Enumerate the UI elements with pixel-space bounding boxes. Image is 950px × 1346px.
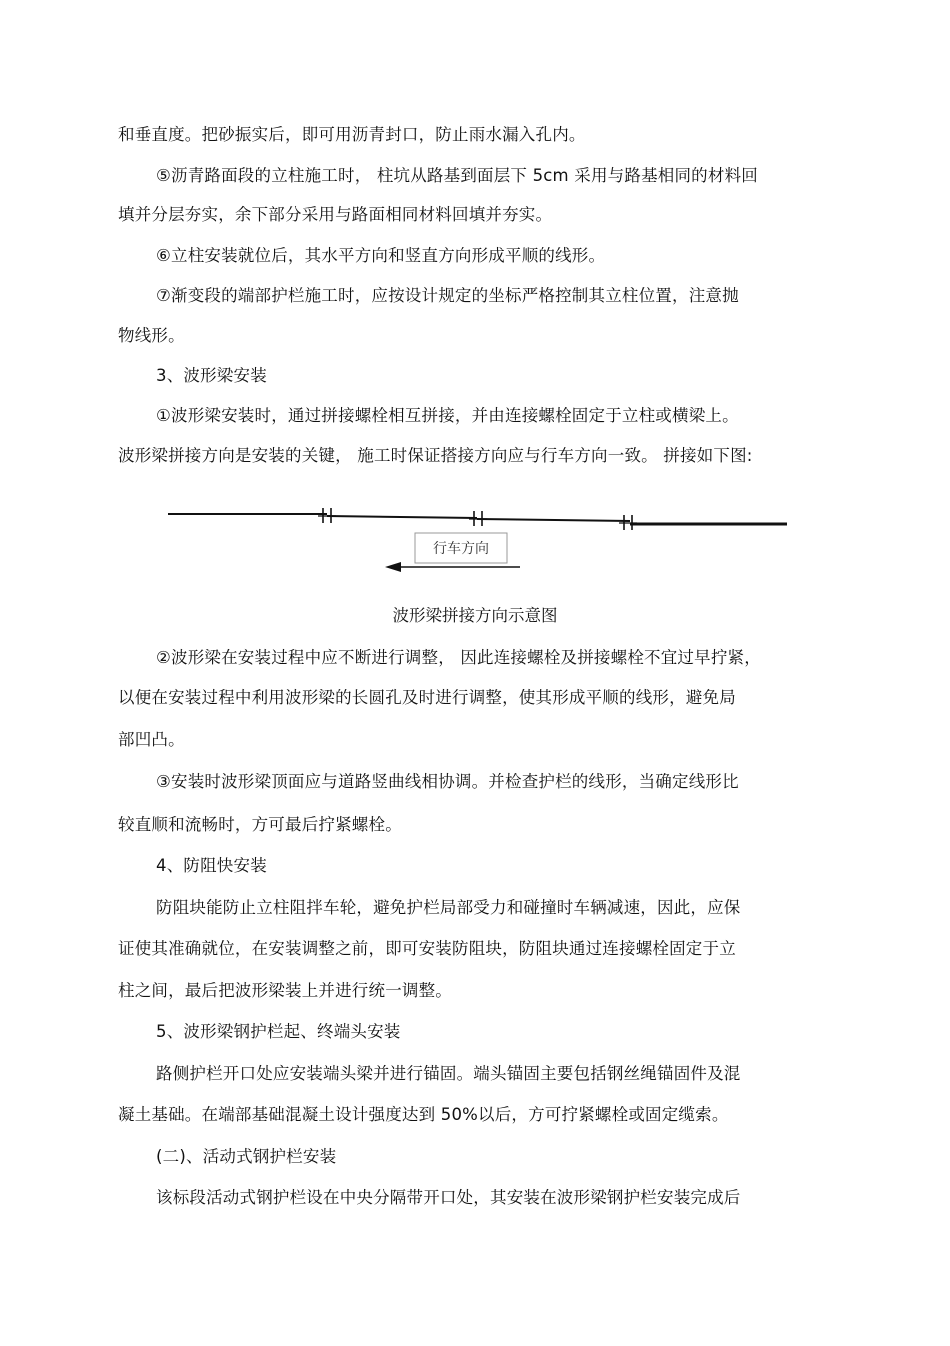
splice-mark — [318, 508, 336, 523]
paragraph-line: 物线形。 — [118, 326, 185, 345]
paragraph-line: 防阻块能防止立柱阻拌车轮，避免护栏局部受力和碰撞时车辆减速，因此，应保 — [156, 898, 741, 917]
section-heading: 5、波形梁钢护栏起、终端头安装 — [156, 1022, 401, 1041]
direction-arrow-head — [385, 562, 401, 572]
paragraph-line: 凝土基础。在端部基础混凝土设计强度达到 50%以后，方可拧紧螺栓或固定缆索。 — [118, 1105, 729, 1124]
paragraph-line: 和垂直度。把砂振实后，即可用沥青封口，防止雨水漏入孔内。 — [118, 125, 586, 144]
splice-mark — [619, 515, 637, 530]
paragraph-line: ⑥立柱安装就位后，其水平方向和竖直方向形成平顺的线形。 — [156, 246, 606, 265]
figure-caption: 波形梁拼接方向示意图 — [392, 606, 558, 625]
section-heading: 4、防阻快安装 — [156, 856, 267, 875]
paragraph-line: ②波形梁在安装过程中应不断进行调整， 因此连接螺栓及拼接螺栓不宜过早拧紧， — [156, 648, 761, 667]
paragraph-line: 证使其准确就位，在安装调整之前，即可安装防阻块，防阻块通过连接螺栓固定于立 — [118, 939, 736, 958]
section-heading: 3、波形梁安装 — [156, 366, 267, 385]
paragraph-line: ⑦渐变段的端部护栏施工时，应按设计规定的坐标严格控制其立柱位置，注意抛 — [156, 286, 739, 305]
beam-segment — [477, 519, 630, 521]
splice-direction-diagram — [165, 500, 795, 580]
paragraph-line: ⑤沥青路面段的立柱施工时， 柱坑从路基到面层下 5cm 采用与路基相同的材料回 — [156, 166, 758, 185]
beam-segment — [327, 516, 477, 518]
paragraph-line: 部凹凸。 — [118, 730, 185, 749]
paragraph-line: ①波形梁安装时，通过拼接螺栓相互拼接，并由连接螺栓固定于立柱或横梁上。 — [156, 406, 739, 425]
direction-label: 行车方向 — [433, 541, 489, 557]
paragraph-line: 柱之间，最后把波形梁装上并进行统一调整。 — [118, 981, 452, 1000]
paragraph-line: 路侧护栏开口处应安装端头梁并进行锚固。端头锚固主要包括钢丝绳锚固件及混 — [156, 1064, 741, 1083]
section-heading: (二)、活动式钢护栏安装 — [156, 1147, 337, 1166]
paragraph-line: 波形梁拼接方向是安装的关键， 施工时保证搭接方向应与行车方向一致。 拼接如下图: — [118, 446, 753, 465]
paragraph-line: 该标段活动式钢护栏设在中央分隔带开口处，其安装在波形梁钢护栏安装完成后 — [156, 1188, 741, 1207]
paragraph-line: 以便在安装过程中利用波形梁的长圆孔及时进行调整，使其形成平顺的线形，避免局 — [118, 688, 736, 707]
paragraph-line: 填并分层夯实，余下部分采用与路面相同材料回填并夯实。 — [118, 205, 553, 224]
paragraph-line: ③安装时波形梁顶面应与道路竖曲线相协调。并检查护栏的线形，当确定线形比 — [156, 772, 739, 791]
splice-mark — [469, 511, 487, 526]
paragraph-line: 较直顺和流畅时，方可最后拧紧螺栓。 — [118, 815, 402, 834]
